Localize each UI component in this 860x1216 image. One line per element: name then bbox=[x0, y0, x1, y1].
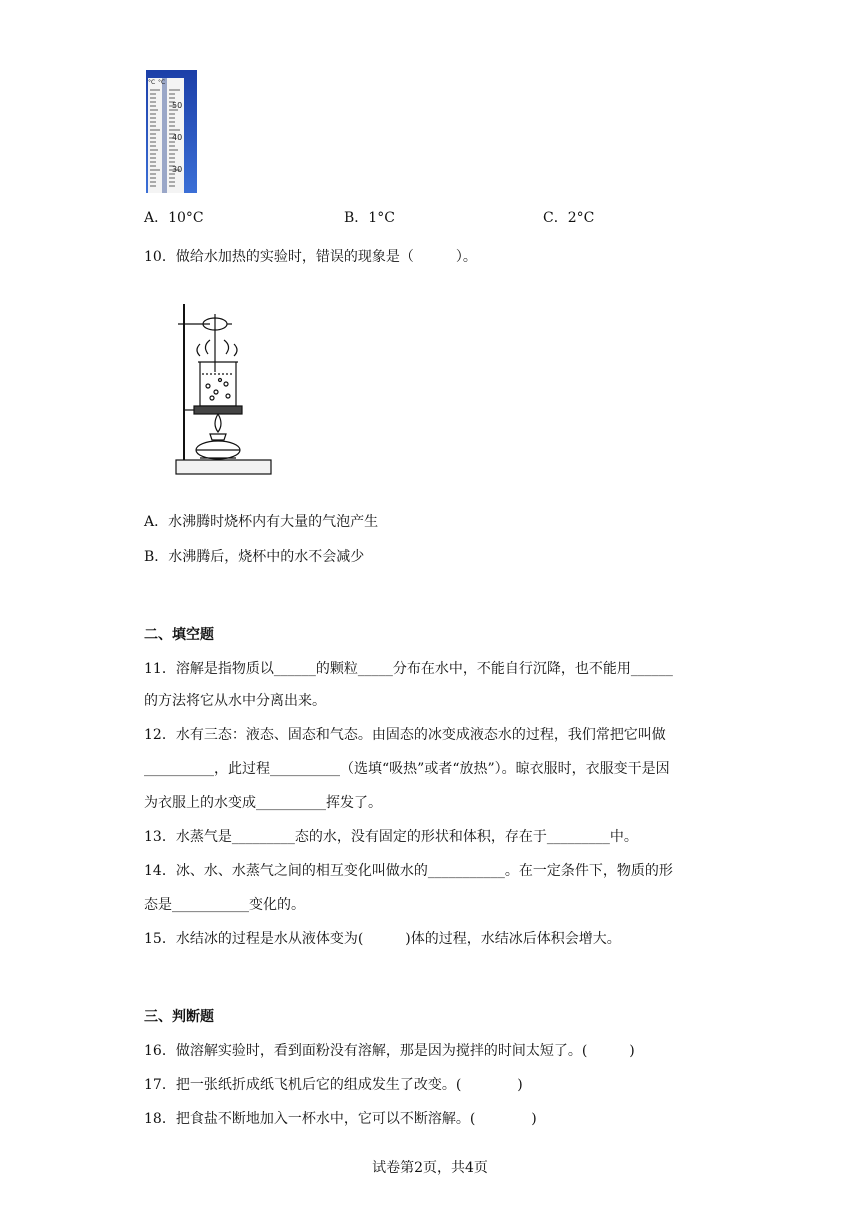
page-footer: 试卷第2页，共4页 bbox=[372, 1160, 488, 1176]
q12-line-3: 为衣服上的水变成__________挥发了。 bbox=[144, 795, 382, 811]
q9-option-c[interactable]: C．2°C bbox=[543, 210, 595, 226]
thermometer-mark-40: 40 bbox=[172, 133, 183, 142]
section2-title: 二、填空题 bbox=[144, 627, 214, 643]
section3-title: 三、判断题 bbox=[144, 1009, 214, 1025]
thermometer-figure bbox=[146, 70, 197, 193]
thermometer-unit-right: °C bbox=[158, 79, 166, 86]
q10-stem: 10．做给水加热的实验时，错误的现象是（ ）。 bbox=[144, 249, 477, 265]
q9-option-a[interactable]: A．10°C bbox=[144, 210, 204, 226]
q15-line: 15．水结冰的过程是水从液体变为( )体的过程，水结冰后体积会增大。 bbox=[144, 931, 621, 947]
q13-line: 13．水蒸气是_________态的水，没有固定的形状和体积，存在于_________中。 bbox=[144, 829, 638, 845]
thermometer-unit-left: °C bbox=[148, 79, 156, 86]
q9-option-b[interactable]: B．1°C bbox=[344, 210, 395, 226]
q17-line: 17．把一张纸折成纸飞机后它的组成发生了改变。( ) bbox=[144, 1077, 523, 1093]
q10-option-a[interactable]: A．水沸腾时烧杯内有大量的气泡产生 bbox=[144, 514, 379, 530]
thermometer-mark-50: 50 bbox=[172, 101, 183, 110]
q14-line-2: 态是___________变化的。 bbox=[144, 897, 305, 913]
heating-apparatus-figure bbox=[170, 300, 275, 482]
q16-line: 16．做溶解实验时，看到面粉没有溶解，那是因为搅拌的时间太短了。( ) bbox=[144, 1043, 635, 1059]
thermometer-mark-30: 30 bbox=[172, 165, 183, 174]
q11-line-1: 11．溶解是指物质以______的颗粒_____分布在水中，不能自行沉降，也不能用______ bbox=[144, 661, 673, 677]
q12-line-1: 12．水有三态：液态、固态和气态。由固态的冰变成液态水的过程，我们常把它叫做 bbox=[144, 727, 666, 743]
q14-line-1: 14．冰、水、水蒸气之间的相互变化叫做水的___________。在一定条件下，物质的形 bbox=[144, 863, 673, 879]
q11-line-2: 的方法将它从水中分离出来。 bbox=[144, 693, 326, 709]
q12-line-2: __________，此过程__________（选填“吸热”或者“放热”）。晾衣服时，衣服变干是因 bbox=[144, 761, 670, 777]
q18-line: 18．把食盐不断地加入一杯水中，它可以不断溶解。( ) bbox=[144, 1111, 537, 1127]
q10-option-b[interactable]: B．水沸腾后，烧杯中的水不会减少 bbox=[144, 549, 365, 565]
